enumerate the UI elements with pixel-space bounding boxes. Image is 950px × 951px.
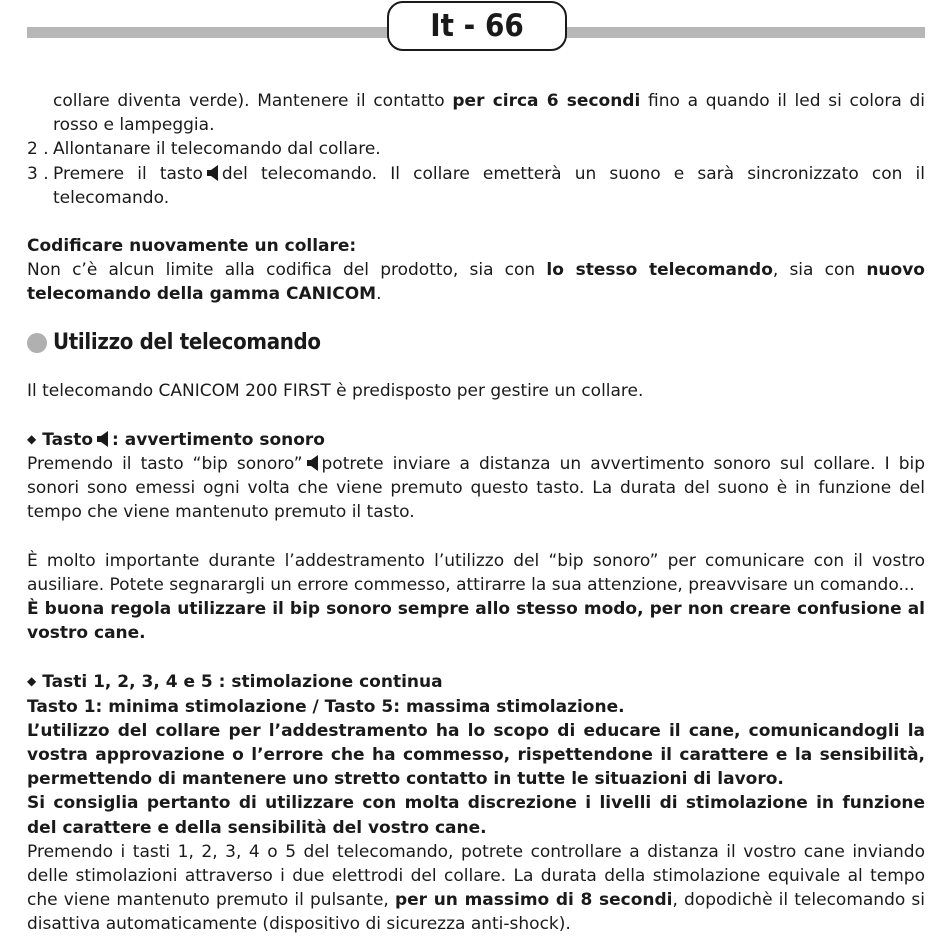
stim-paragraph-3: Premendo i tasti 1, 2, 3, 4 o 5 del telecomando, potrete controllare a distanza il vostro cane inviando delle stimolazioni attraverso i due elettrodi del collare. La durata della stimolazione equivale al tempo che viene mantenuto premuto il pulsante, per un massimo di 8 secondi, dopodichè il telecomando si disattiva automaticamente (dispositivo di sicurezza anti-shock). (27, 841, 925, 935)
section-intro: Il telecomando CANICOM 200 FIRST è predisposto per gestire un collare. (27, 380, 644, 401)
sound-paragraph-1: Premendo il tasto “bip sonoro” potrete inviare a distanza un avvertimento sonoro sul collare. I bip sonori sono emessi ogni volta che viene premuto questo tasto. La durata del suono è in funzione del tempo che viene mantenuto premuto il tasto. (27, 454, 925, 523)
sound-paragraph-2: È molto importante durante l’addestramento l’utilizzo del “bip sonoro” per comunicare con il vostro ausiliare. Potete segnarargli un errore commesso, attirarre la sua attenzione, preavvisare un comando... (27, 550, 925, 595)
diamond-bullet-icon: ◆ (27, 674, 37, 689)
step-3 (27, 162, 925, 210)
step-text: Premere il tasto del telecomando. Il collare emetterà un suono e sarà sincronizzato con il telecomando. (53, 163, 925, 208)
step-number: 2 . (27, 139, 49, 160)
recode-heading: Codificare nuovamente un collare: (27, 236, 357, 257)
speaker-icon (96, 431, 109, 447)
speaker-icon (206, 165, 219, 181)
stim-paragraph-2: Si consiglia pertanto di utilizzare con molta discrezione i livelli di stimolazione in funzione del carattere e della sensibilità del vostro cane. (27, 793, 925, 838)
stim-subheading: Tasto 1: minima stimolazione / Tasto 5: massima stimolazione. (27, 696, 625, 717)
step-2 (27, 137, 925, 161)
sound-heading: ◆ Tasto : avvertimento sonoro (27, 427, 925, 452)
stim-paragraph-1: L’utilizzo del collare per l’addestramento ha lo scopo di educare il cane, comunicandogli la vostra approvazione o l’errore che ha commesso, rispettendone il carattere e la sensibilità, permettendo di mantenere uno stretto contatto in tutte le situazioni di lavoro. (27, 720, 925, 790)
recode-text: Non c’è alcun limite alla codifica del prodotto, sia con lo stesso telecomando, sia con nuovo telecomando della gamma CANICOM. (27, 260, 925, 305)
intro-continuation: collare diventa verde). Mantenere il contatto per circa 6 secondi fino a quando il led si colora di rosso e lampeggia. (53, 91, 925, 136)
document-body (27, 89, 925, 937)
sound-paragraph-3: È buona regola utilizzare il bip sonoro sempre allo stesso modo, per non creare confusione al vostro cane. (27, 599, 925, 644)
speaker-icon (306, 455, 319, 471)
diamond-bullet-icon: ◆ (27, 431, 37, 446)
step-text: Allontanare il telecomando dal collare. (53, 139, 381, 160)
step-number: 3 . (27, 163, 49, 184)
section-title: Utilizzo del telecomando (53, 329, 321, 355)
stim-heading: ◆ Tasti 1, 2, 3, 4 e 5 : stimolazione continua (27, 669, 925, 694)
section-circle-icon (27, 333, 47, 353)
section-heading (27, 327, 925, 359)
page-number: It - 66 (387, 1, 567, 51)
